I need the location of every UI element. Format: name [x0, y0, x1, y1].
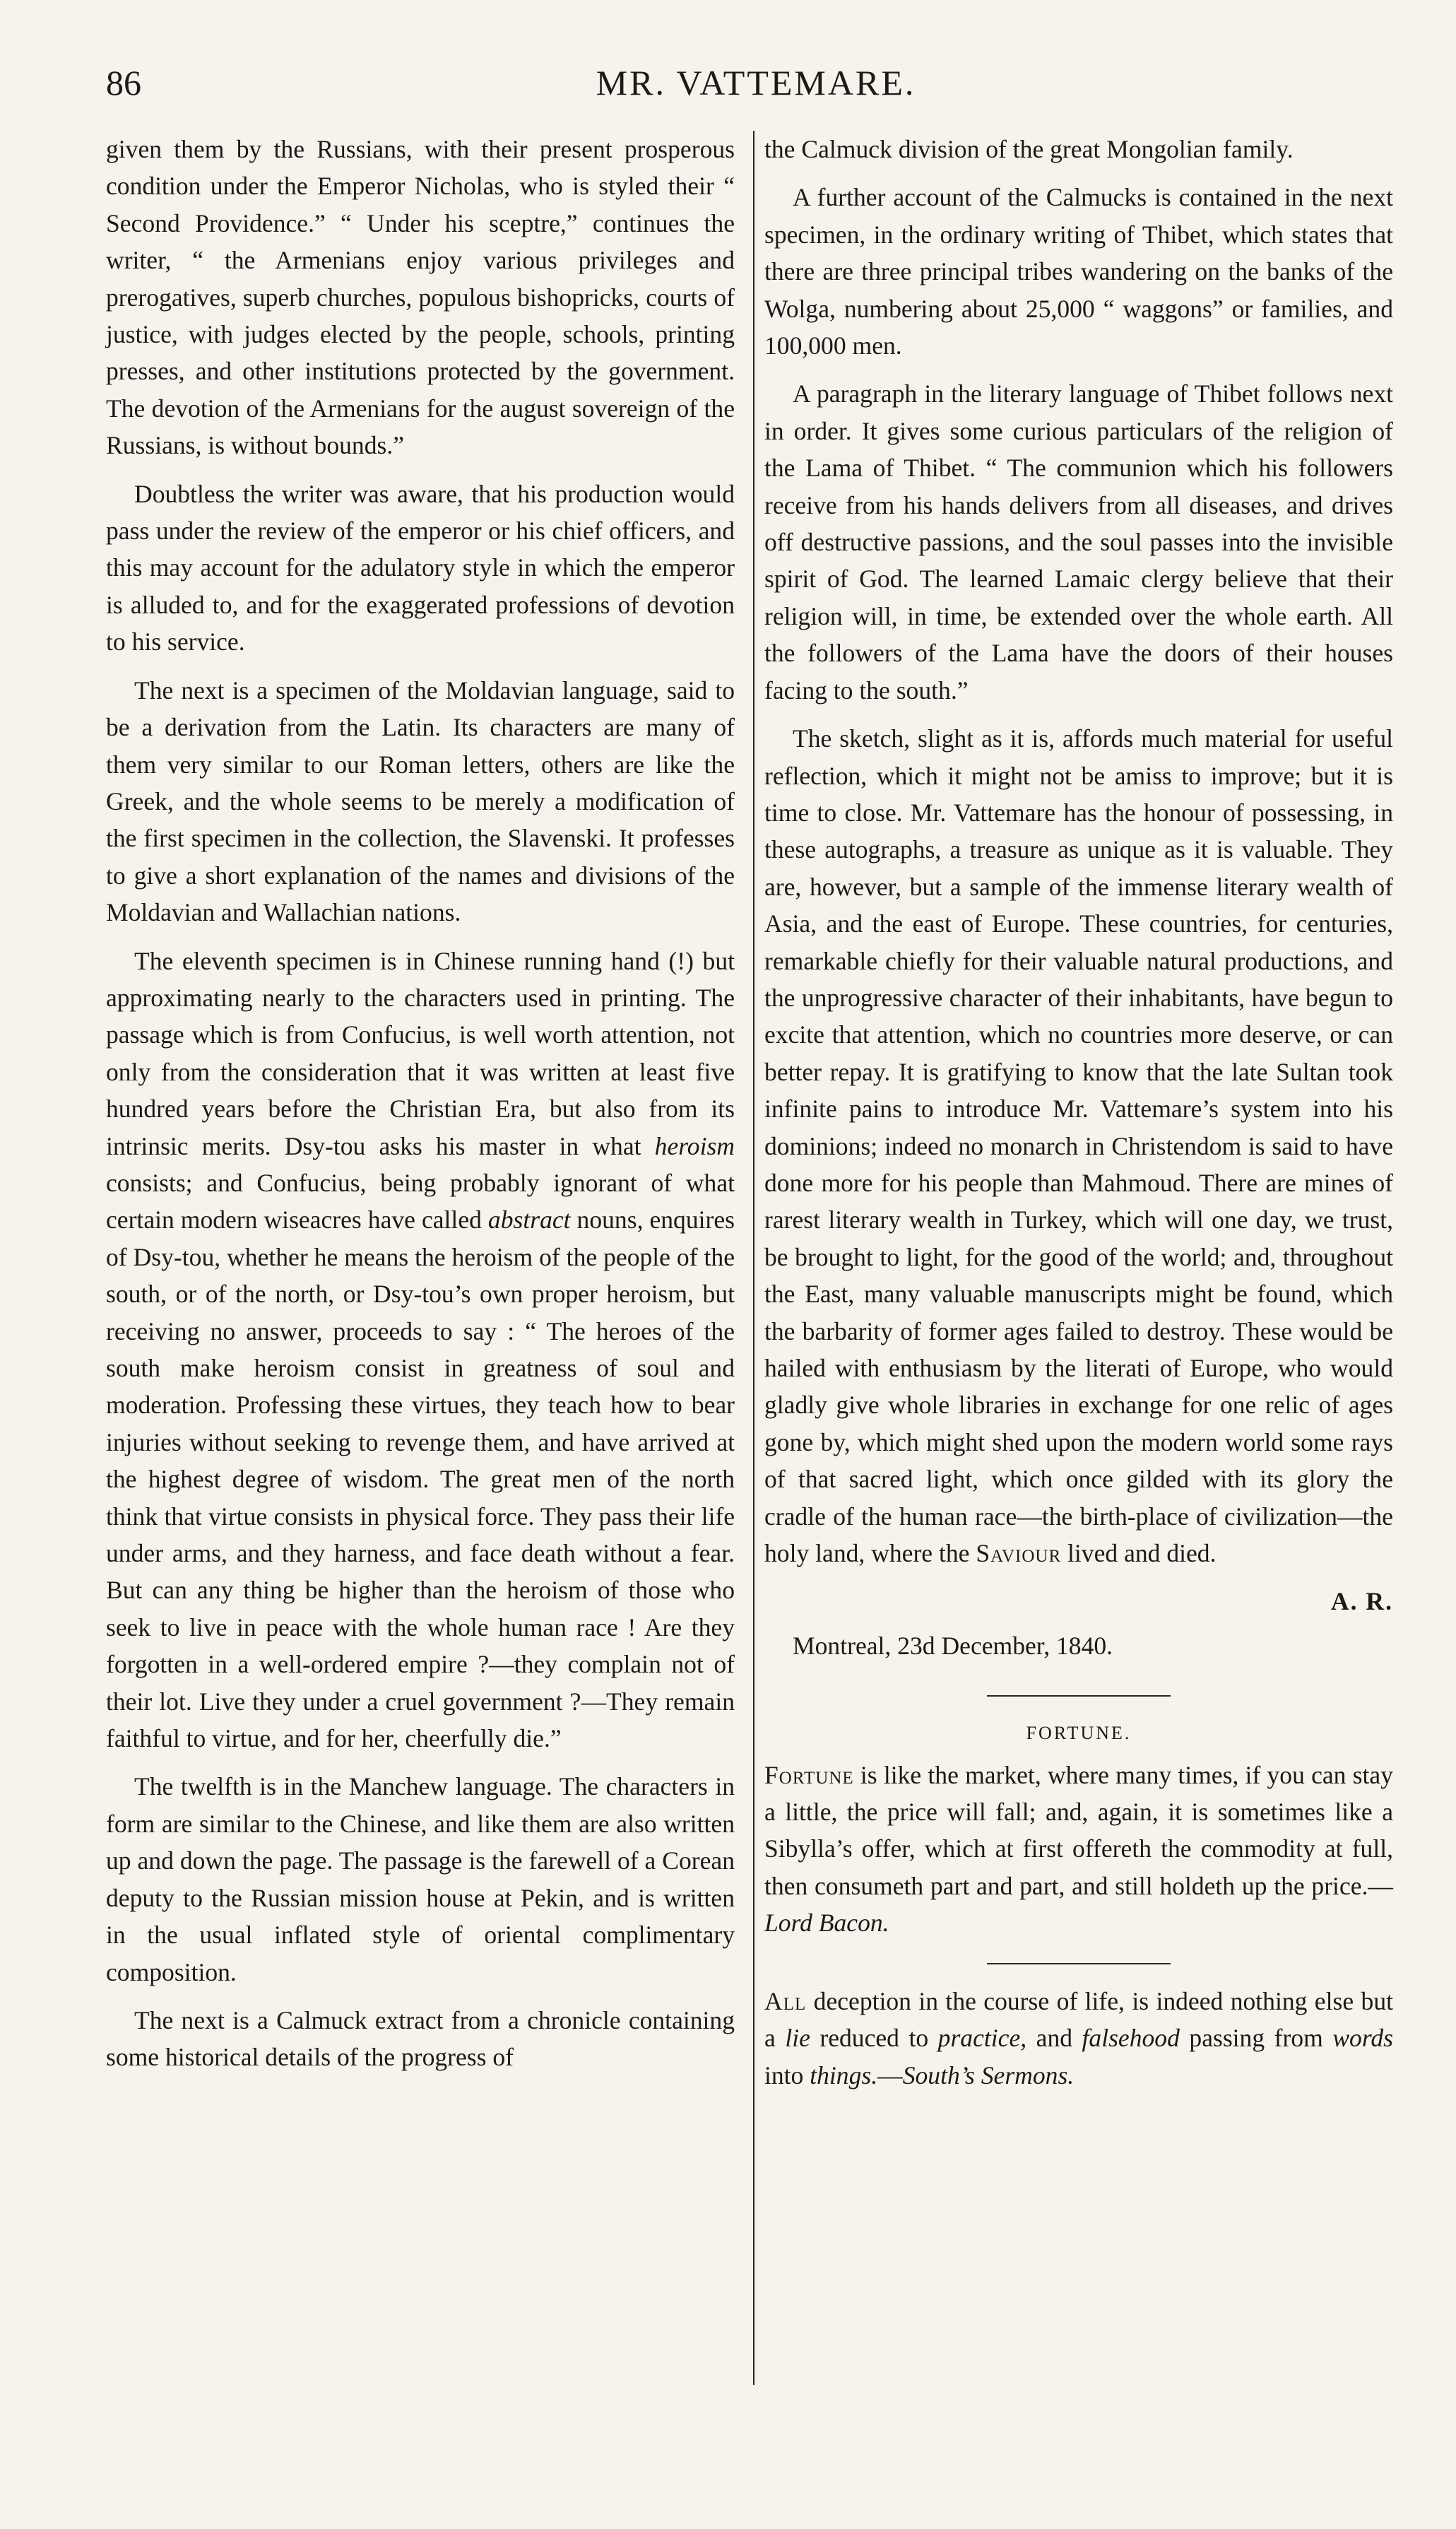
section-rule	[987, 1963, 1171, 1964]
italic-word: heroism	[654, 1131, 735, 1160]
text-run: The sketch, slight as it is, affords much material for useful reflection, which it might not be amiss to improve; but it is time to close. Mr. Vattemare has the honour of possessing, in these autographs, a treasure as unique as it is valuable. They are, however, but a sample of the immense literary wealth of Asia, and the east of Europe. These countries, for centuries, remarkable chiefly for their valuable natural productions, and the unprogressive character of their inhabitants, have begun to excite that attention, which no countries more deserve, or can better repay. It is gratifying to know that the late Sultan took infinite pains to introduce Mr. Vattemare’s system into his dominions; indeed no monarch in Christendom is said to have done more for his people than Mahmoud. There are mines of rarest literary wealth in Turkey, which will one day, we trust, be brought to light, for the good of the world; and, throughout the East, many valuable manuscripts might be found, which the barbarity of former ages failed to destroy. These would be hailed with enthusiasm by the literati of Europe, who would gladly give whole libraries in exchange for one relic of ages gone by, which might shed upon the modern world some rays of that sacred light, which once gilded with its glory the cradle of the human race—the birth-place of civilization—the holy land, where the	[764, 724, 1393, 1568]
attribution: South’s Sermons.	[902, 2061, 1075, 2089]
paragraph: A paragraph in the literary language of Thibet follows next in order. It gives some curious particulars of the religion of the Lama of Thibet. “ The communion which his followers receive from his hands delivers from all diseases, and drives off destructive passions, and the soul passes into the invisible spirit of God. The learned Lamaic clergy believe that their religion will, in time, be extended over the whole earth. All the followers of the Lama have the doors of their houses facing to the south.”	[764, 379, 1393, 705]
column-divider	[753, 131, 754, 2385]
small-caps-word: All	[764, 1986, 807, 2015]
paragraph: The twelfth is in the Manchew language. The characters in form are similar to the Chinese, and like them are also written up and down the page. The passage is the farewell of a Corean deputy to the Russian mission house at Pekin, and is written in the usual inflated style of oriental complimentary composition.	[106, 1772, 735, 1986]
attribution: Lord Bacon.	[764, 1909, 889, 1938]
right-column	[764, 131, 1393, 2105]
small-caps-word: Saviour	[976, 1539, 1062, 1568]
paragraph: The next is a Calmuck extract from a chronicle containing some historical details of the progress of	[106, 2005, 735, 2072]
paragraph: Doubtless the writer was aware, that his production would pass under the review of the emperor or his chief officers, and this may account for the adulatory style in which the emperor is alluded to, and for the exaggerated professions of devotion to his service.	[106, 479, 735, 656]
fortune-paragraph	[764, 1757, 1393, 1942]
paragraph: the Calmuck division of the great Mongolian family.	[764, 135, 1294, 163]
dateline: Montreal, 23d December, 1840.	[793, 1631, 1113, 1660]
text-run: consists; and Confucius, being probably ignorant of what certain modern wiseacres have called	[106, 1168, 735, 1234]
text-run: deception in the course of life, is indeed nothing else but a	[764, 1986, 1393, 2053]
italic-word: falsehood	[1082, 2024, 1180, 2053]
text-run: and	[1026, 2024, 1082, 2053]
small-caps-word: Fortune	[764, 1760, 854, 1789]
running-title: MR. VATTEMARE.	[596, 63, 916, 102]
paragraph	[106, 943, 735, 1757]
paragraph: A further account of the Calmucks is contained in the next specimen, in the ordinary writing of Thibet, which states that there are three principal tribes wandering on the banks of the Wolga, numbering about 25,000 “ waggons” or families, and 100,000 men.	[764, 183, 1393, 360]
italic-word: words	[1332, 2024, 1393, 2053]
page-header	[106, 55, 1406, 119]
paragraph: given them by the Russians, with their present prosperous condition under the Emperor Nicholas, who is styled their “ Second Providence.” “ Under his sceptre,” continues the writer, “ the Armenians enjoy various privileges and prerogatives, superb churches, populous bishopricks, courts of justice, with judges elected by the people, schools, printing presses, and other institutions protected by the government. The devotion of the Armenians for the august sovereign of the Russians, is without bounds.”	[106, 135, 735, 460]
italic-word: things.	[810, 2061, 878, 2089]
text-run: nouns, enquires of Dsy-tou, whether he means the heroism of the people of the south, or of the north, or Dsy-tou’s own proper heroism, but receiving no answer, proceeds to say : “ The heroes of the south make heroism consist in greatness of soul and moderation. Professing these virtues, they teach how to bear injuries without seeking to revenge them, and have arrived at the highest degree of wisdom. The great men of the north think that virtue consists in physical force. They pass their life under arms, and they harness, and face death without a fear. But can any thing be higher than the heroism of those who seek to live in peace with the whole human race ! Are they forgotten in a well-ordered empire ?—they complain not of their lot. Live they under a cruel government ?—They remain faithful to virtue, and for her, cheerfully die.”	[106, 1205, 735, 1753]
section-title: FORTUNE.	[1026, 1723, 1132, 1744]
page-number: 86	[106, 63, 141, 102]
text-run: The eleventh specimen is in Chinese running hand (!) but approximating nearly to the characters used in printing. The passage which is from Confucius, is well worth attention, not only from the consideration that it was written at least five hundred years before the Christian Era, but also from its intrinsic merits. Dsy-tou asks his master in what	[106, 946, 735, 1160]
text-run: lived and died.	[1061, 1539, 1217, 1568]
paragraph	[764, 720, 1393, 1572]
text-run: reduced to	[810, 2024, 938, 2053]
left-column	[106, 131, 735, 2087]
text-run: passing from	[1179, 2024, 1333, 2053]
section-rule	[987, 1695, 1171, 1697]
text-run: —	[877, 2061, 903, 2089]
signature: A. R.	[1330, 1587, 1393, 1616]
paragraph: The next is a specimen of the Moldavian language, said to be a derivation from the Latin. Its characters are many of them very similar to our Roman letters, others are like the Greek, and the whole seems to be merely a modification of the first specimen in the collection, the Slavenski. It professes to give a short explanation of the names and divisions of the Moldavian and Wallachian nations.	[106, 676, 735, 927]
italic-word: practice,	[937, 2024, 1027, 2053]
deception-paragraph	[764, 1983, 1393, 2094]
text-run: into	[764, 2061, 810, 2089]
italic-word: lie	[785, 2024, 810, 2053]
italic-word: abstract	[487, 1205, 571, 1234]
text-run: is like the market, where many times, if you can stay a little, the price will fall; and, again, it is sometimes like a Sibylla’s offer, which at first offereth the commodity at full, then consumeth part and part, and still holdeth up the price.—	[764, 1760, 1393, 1900]
